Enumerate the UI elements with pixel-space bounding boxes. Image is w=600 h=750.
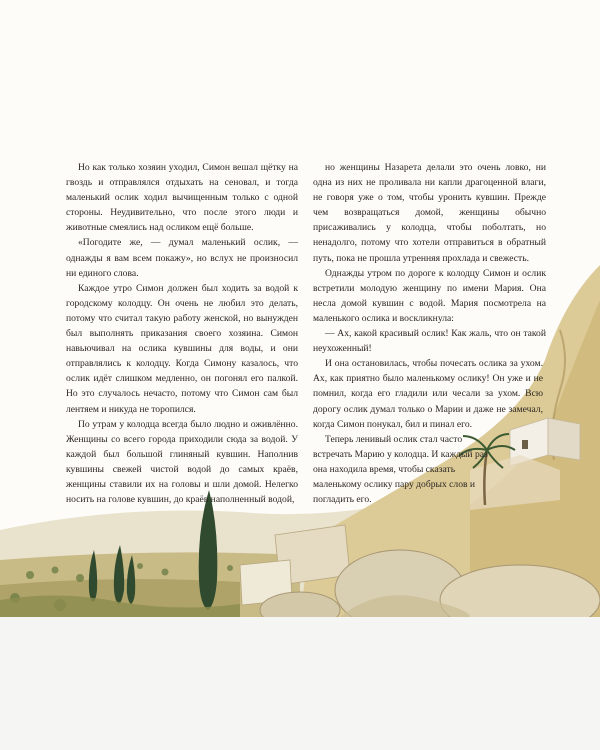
paragraph: — Ах, какой красивый ослик! Как жаль, что он такой неухоженный! xyxy=(313,328,546,355)
paragraph: Теперь ленивый ослик стал часто встречать Марию у колодца. И каждый раз она находила время, чтобы сказать маленькому ослику пару добрых слов и погладить его. xyxy=(313,433,488,506)
left-text-column xyxy=(66,160,298,507)
paragraph: Каждое утро Симон должен был ходить за водой к городскому колодцу. Он очень не любил это делать, потому что считал такую работу женской, но вынужден был выполнять приказания своего хозяина. Симон навьючивал на ослика кувшины для воды, и они отправлялись к колодцу. Когда Симону казалось, что ослик идёт слишком медленно, он погонял его палкой. Но это случалось нечасто, потому что Симон сам был лентяем и никуда не торопился. xyxy=(66,282,298,415)
page-margin-bottom xyxy=(0,617,600,750)
paragraph: «Погодите же, — думал маленький ослик, — однажды я вам всем покажу», но вслух не произносил ни единого слова. xyxy=(66,237,298,279)
right-text-column xyxy=(313,160,546,507)
paragraph: но женщины Назарета делали это очень ловко, ни одна из них не проливала ни капли драгоценной влаги, не говоря уже о том, чтобы уронить кувшин. Прежде чем возвращаться домой, женщины обычно присаживались у колодца, чтобы поболтать, но ненадолго, потому что хотели отправиться в обратный путь, пока не прошла утренняя прохлада и свежесть. xyxy=(313,162,546,264)
paragraph: Однажды утром по дороге к колодцу Симон и ослик встретили молодую женщину по имени Мария. Она несла домой кувшин с водой. Мария посмотрела на маленького ослика и воскликнула: xyxy=(313,267,546,324)
paragraph: Но как только хозяин уходил, Симон вешал щётку на гвоздь и отправлялся отдыхать на сеновал, и тогда маленький ослик ходил вычищенным только с одной стороны. Неудивительно, что после этого люди и животные смеялись над осликом ещё больше. xyxy=(66,162,298,234)
paragraph: По утрам у колодца всегда было людно и оживлённо. Женщины со всего города приходили сюда за водой. У каждой был большой глиняный кувшин. Наполнив кувшины свежей чистой водой до самых краёв, женщины ставили их на головы и шли домой. Нелегко носить на голове кувшин, до краёв наполненный водой, xyxy=(66,418,298,506)
paragraph: И она остановилась, чтобы почесать ослика за ухом. Ах, как приятно было маленькому ослику! Он уже и не помнил, когда его гладили или чесали за ухом. Всю дорогу ослик думал только о Марии и даже не замечал, когда Симон понукал, бил и пинал его. xyxy=(313,358,543,430)
